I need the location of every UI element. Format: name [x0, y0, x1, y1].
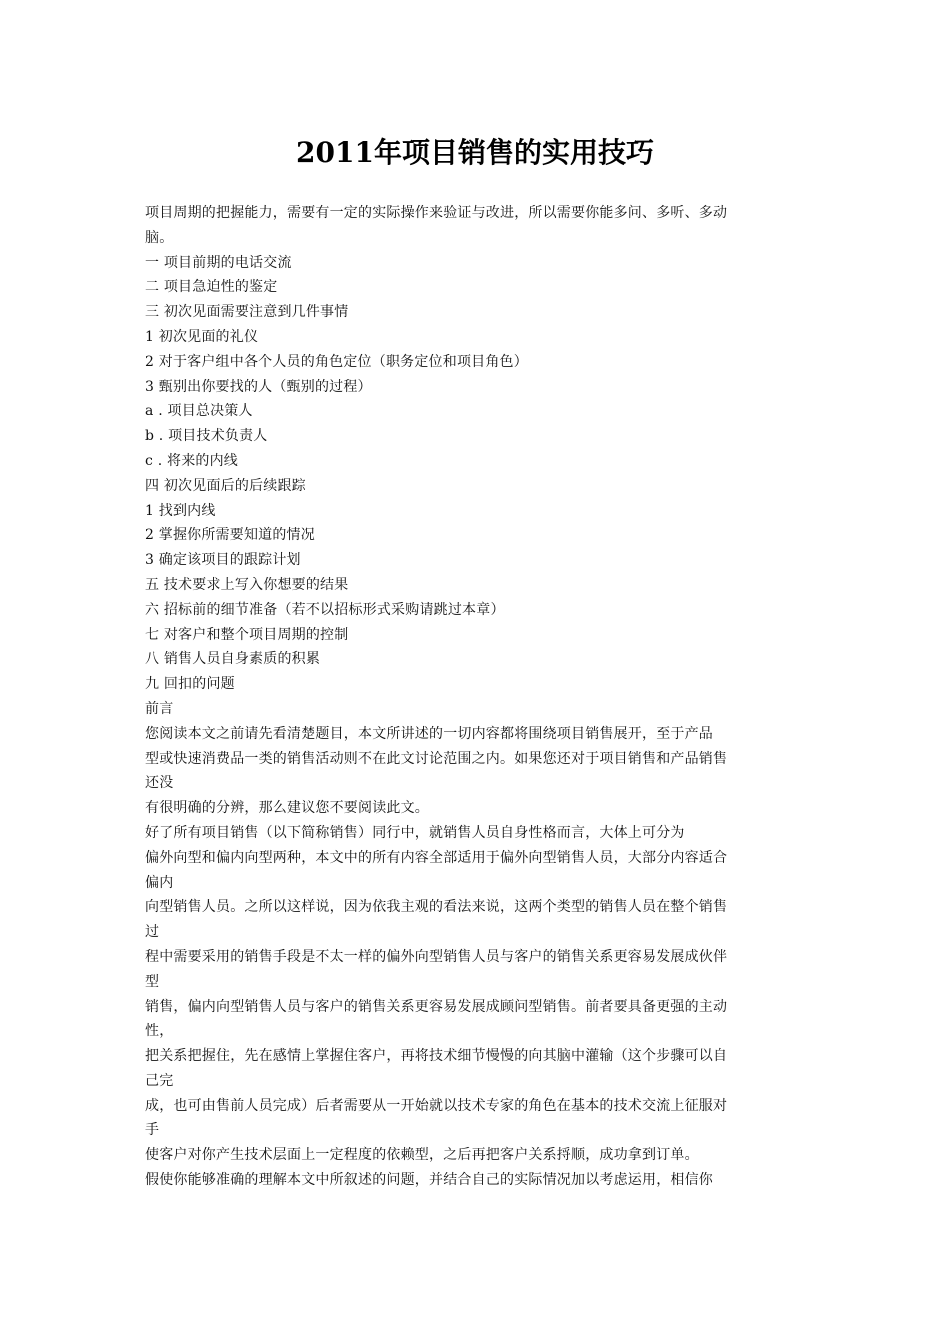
body-line: 有很明确的分辨，那么建议您不要阅读此文。	[145, 800, 429, 817]
body-line: 使客户对你产生技术层面上一定程度的依赖型，之后再把客户关系捋顺，成功拿到订单。	[145, 1147, 699, 1164]
body-line: b . 项目技术负责人	[145, 428, 268, 445]
body-line: 过	[145, 924, 160, 941]
body-line: 己完	[145, 1072, 174, 1089]
body-line: 销售，偏内向型销售人员与客户的销售关系更容易发展成顾问型销售。前者要具备更强的主动	[145, 998, 728, 1015]
body-line: 程中需要采用的销售手段是不太一样的偏外向型销售人员与客户的销售关系更容易发展成伙伴	[145, 948, 728, 965]
body-line: 八 销售人员自身素质的积累	[145, 651, 321, 668]
body-line: 好了所有项目销售（以下简称销售）同行中，就销售人员自身性格而言，大体上可分为	[145, 824, 685, 841]
body-line: 项目周期的把握能力，需要有一定的实际操作来验证与改进，所以需要你能多问、多听、多动	[145, 205, 728, 221]
body-line: 四 初次见面后的后续跟踪	[145, 477, 306, 494]
body-line: 向型销售人员。之所以这样说，因为依我主观的看法来说，这两个类型的销售人员在整个销售	[145, 899, 728, 916]
document-title: 2011年项目销售的实用技巧	[296, 136, 654, 169]
body-line: 2 掌握你所需要知道的情况	[145, 527, 315, 544]
body-line: 型	[145, 973, 160, 990]
body-line: 二 项目急迫性的鉴定	[145, 279, 278, 296]
body-line: 偏内	[145, 874, 174, 891]
body-line: 五 技术要求上写入你想要的结果	[145, 576, 349, 593]
body-line: 一 项目前期的电话交流	[145, 254, 292, 271]
body-line: 1 初次见面的礼仪	[145, 328, 259, 345]
body-line: 1 找到内线	[145, 502, 216, 519]
body-line: 型或快速消费品一类的销售活动则不在此文讨论范围之内。如果您还对于项目销售和产品销售	[145, 750, 728, 767]
body-line: 前言	[145, 700, 174, 717]
body-line: 三 初次见面需要注意到几件事情	[145, 304, 349, 321]
body-line: 九 回扣的问题	[145, 676, 235, 693]
document-body	[145, 201, 805, 1193]
body-line: 还没	[145, 775, 174, 792]
body-line: 手	[145, 1122, 160, 1139]
body-line: 性，	[145, 1023, 174, 1040]
body-line: 成，也可由售前人员完成）后者需要从一开始就以技术专家的角色在基本的技术交流上征服对	[145, 1097, 728, 1114]
body-line: 3 确定该项目的跟踪计划	[145, 552, 301, 569]
body-line: 七 对客户和整个项目周期的控制	[145, 626, 349, 643]
body-line: 六 招标前的细节准备（若不以招标形式采购请跳过本章）	[145, 601, 505, 618]
body-line: 偏外向型和偏内向型两种，本文中的所有内容全部适用于偏外向型销售人员，大部分内容适合	[145, 849, 728, 866]
body-line: a . 项目总决策人	[145, 403, 253, 420]
body-line: c . 将来的内线	[145, 452, 238, 469]
body-line: 3 甄别出你要找的人（甄别的过程）	[145, 378, 372, 395]
body-line: 脑。	[145, 229, 174, 246]
body-line: 2 对于客户组中各个人员的角色定位（职务定位和项目角色）	[145, 353, 528, 370]
body-line: 假使你能够准确的理解本文中所叙述的问题，并结合自己的实际情况加以考虑运用，相信你	[145, 1172, 713, 1189]
body-line: 您阅读本文之前请先看清楚题目，本文所讲述的一切内容都将围绕项目销售展开，至于产品	[145, 725, 713, 742]
body-line: 把关系把握住，先在感情上掌握住客户，再将技术细节慢慢的向其脑中灌输（这个步骤可以自	[145, 1048, 728, 1065]
